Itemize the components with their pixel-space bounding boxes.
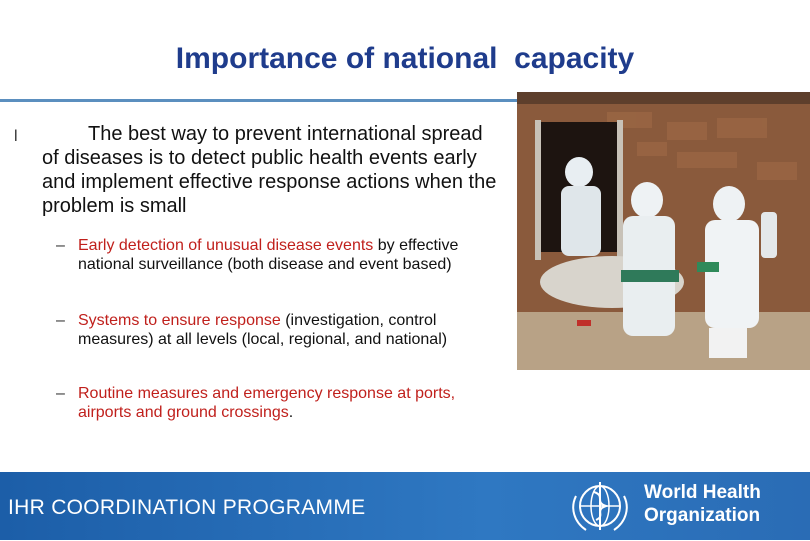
sub-bullet-highlight: Early detection of unusual disease events [78,237,374,254]
who-emblem-icon [566,476,636,536]
who-name-line1: World Health [644,482,761,503]
sub-bullet-1 [56,236,496,274]
sub-bullet-text: . [288,404,294,421]
title-underline [0,99,520,102]
sub-bullet-text: (investigation, control measures) at all levels (local, regional, and national) [78,312,448,348]
main-bullet [42,122,502,218]
dash-marker: – [56,385,65,402]
response-team-photo [517,92,810,370]
sub-bullet-highlight: Systems to ensure response [78,312,281,329]
dash-marker: – [56,312,65,329]
bullet-marker: l [14,128,18,145]
dash-marker: – [56,237,65,254]
sub-bullet-3 [56,384,496,422]
who-name-line2: Organization [644,505,761,526]
programme-label: IHR COORDINATION PROGRAMME [8,496,366,519]
slide-title: Importance of national capacity [175,42,635,75]
main-bullet-text: The best way to prevent international spread of diseases is to detect public health events early and implement effective response actions when the problem is small [42,123,497,217]
sub-bullet-highlight: Routine measures and emergency response at ports, airports and ground crossings [78,385,456,421]
sub-bullet-text: by effective national surveillance (both disease and event based) [78,237,459,273]
sub-bullet-2 [56,311,496,349]
